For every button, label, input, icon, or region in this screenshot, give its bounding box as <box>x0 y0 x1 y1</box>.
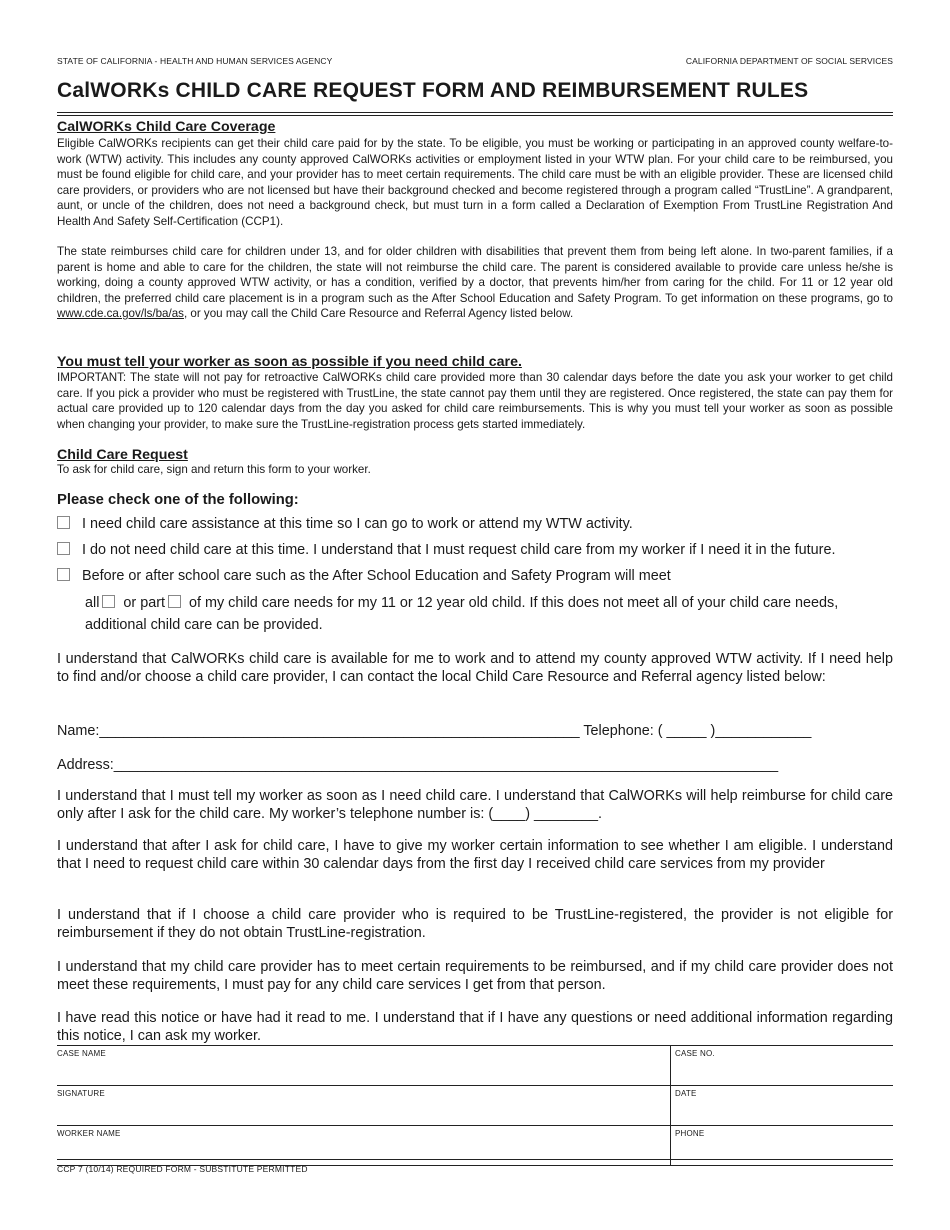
signature-row <box>57 1046 893 1086</box>
case-no-cell[interactable]: CASE NO. <box>671 1046 894 1086</box>
option-school-program <box>57 568 893 584</box>
phone-cell[interactable]: PHONE <box>671 1126 894 1166</box>
all-label: all <box>85 595 100 611</box>
option-school-program-label: Before or after school care such as the After School Education and Safety Program will meet <box>82 568 671 584</box>
statement-provider-requirements: I understand that my child care provider has to meet certain requirements to be reimbursed, and if my child care provider does not meet these requirements, I must pay for any child care services I get from that person. <box>57 959 893 993</box>
option-no-care-label: I do not need child care at this time. I understand that I must request child care from my worker if I need it in the future. <box>82 542 836 558</box>
need-care-checkbox[interactable] <box>57 516 70 529</box>
statement-tell-worker: I understand that I must tell my worker as soon as I need child care. I understand that CalWORKs will help reimburse for child care only after I ask for the child care. My worker’s telephone number is: (____) ________. <box>57 788 893 822</box>
cde-link[interactable]: www.cde.ca.gov/ls/ba/as <box>57 307 184 320</box>
form-title: CalWORKs CHILD CARE REQUEST FORM AND REIMBURSEMENT RULES <box>57 79 809 102</box>
option-need-care <box>57 516 893 532</box>
coverage-heading: CalWORKs Child Care Coverage <box>57 119 276 135</box>
request-heading: Child Care Request <box>57 447 188 463</box>
footer-rule <box>57 1159 893 1160</box>
tell-worker-paragraph: IMPORTANT: The state will not pay for retroactive CalWORKs child care provided more than 30 calendar days before the date you ask your worker to get child care. If you pick a provider who must be registered with TrustLine, the state cannot pay them until they are registered. Once registered, the state can pay them for actual care provided up to 120 calendar days from the day you asked for child care reimbursements. This is why you must tell your worker as soon as possible when changing your provider, to make sure the TrustLine-registration process gets started immediately. <box>57 371 893 431</box>
coverage-paragraph-2-text: The state reimburses child care for children under 13, and for older children with disabilities that prevent them from being left alone. In two-parent families, if a parent is home and able to care for the children, the state will not reimburse the child care. The parent is considered available to provide care unless he/she is working, doing a county approved WTW activity, or has a condition, verified by a doctor, that prevents him/her from caring for the child. For 11 or 12 year old children, the preferred child care placement is in a program such as the After School Education and Safety Program. To get information on these programs, go to <box>57 245 893 305</box>
agency-header-right: CALIFORNIA DEPARTMENT OF SOCIAL SERVICES <box>685 56 893 66</box>
no-care-checkbox[interactable] <box>57 542 70 555</box>
option-need-care-label: I need child care assistance at this time so I can go to work or attend my WTW activity. <box>82 516 633 532</box>
part-checkbox[interactable] <box>168 595 181 608</box>
coverage-paragraph-1: Eligible CalWORKs recipients can get their child care paid for by the state. To be eligible, you must be working or participating in an approved county welfare-to-work (WTW) activity. This includes any county approved CalWORKs activities or employment listed in your WTW plan. For your child care to be reimbursed, you must be found eligible for child care, and your provider has to meet certain requirements. The child care must be with an eligible provider. These are licensed child care providers, or providers who are not licensed but have their background checked and become registered through a program called “TrustLine”. A grandparent, aunt, or uncle of the children, does not need a background check, but must turn in a form called a Declaration of Exemption From TrustLine Registration And Health And Safety Self-Certification (CCP1). <box>57 137 893 228</box>
title-rule-top <box>57 112 893 113</box>
statement-trustline: I understand that if I choose a child care provider who is required to be TrustLine-registered, the provider is not eligible for reimbursement if they do not obtain TrustLine-registration. <box>57 907 893 941</box>
title-rule-bottom <box>57 115 893 116</box>
option-school-program-rest: of my child care needs for my 11 or 12 year old child. If this does not meet all of your child care needs, additional child care can be provided. <box>85 595 839 633</box>
form-id-footer: CCP 7 (10/14) REQUIRED FORM - SUBSTITUTE PERMITTED <box>57 1164 308 1174</box>
all-checkbox[interactable] <box>102 595 115 608</box>
school-program-checkbox[interactable] <box>57 568 70 581</box>
date-cell[interactable]: DATE <box>671 1086 894 1126</box>
tell-worker-heading: You must tell your worker as soon as possible if you need child care. <box>57 354 522 370</box>
check-one-heading: Please check one of the following: <box>57 492 299 508</box>
name-telephone-field[interactable]: Name:____________________________________________________________ Telephone: ( _____ )____________ <box>57 723 812 739</box>
agency-header-left: STATE OF CALIFORNIA - HEALTH AND HUMAN SERVICES AGENCY <box>57 56 333 66</box>
case-name-cell[interactable]: CASE NAME <box>57 1046 671 1086</box>
statement-acknowledgement: I have read this notice or have had it read to me. I understand that if I have any questions or need additional information regarding this notice, I can ask my worker. <box>57 1010 893 1044</box>
option-no-care <box>57 542 893 558</box>
request-instruction: To ask for child care, sign and return this form to your worker. <box>57 463 371 476</box>
or-part-label: or part <box>123 595 165 611</box>
address-field[interactable]: Address:___________________________________________________________________________________ <box>57 757 779 773</box>
signature-row <box>57 1086 893 1126</box>
statement-availability: I understand that CalWORKs child care is available for me to work and to attend my county approved WTW activity. If I need help to find and/or choose a child care provider, I can contact the local Child Care Resource and Referral agency listed below: <box>57 651 893 685</box>
coverage-paragraph-2 <box>57 244 893 322</box>
worker-name-cell[interactable]: WORKER NAME <box>57 1126 671 1166</box>
statement-eligibility: I understand that after I ask for child care, I have to give my worker certain information to see whether I am eligible. I understand that I need to request child care within 30 calendar days from the first day I received child care services from my provider <box>57 838 893 872</box>
option-school-program-detail <box>85 593 893 636</box>
coverage-paragraph-2-end: , or you may call the Child Care Resource and Referral Agency listed below. <box>183 307 574 320</box>
signature-cell[interactable]: SIGNATURE <box>57 1086 671 1126</box>
signature-block <box>57 1045 893 1166</box>
